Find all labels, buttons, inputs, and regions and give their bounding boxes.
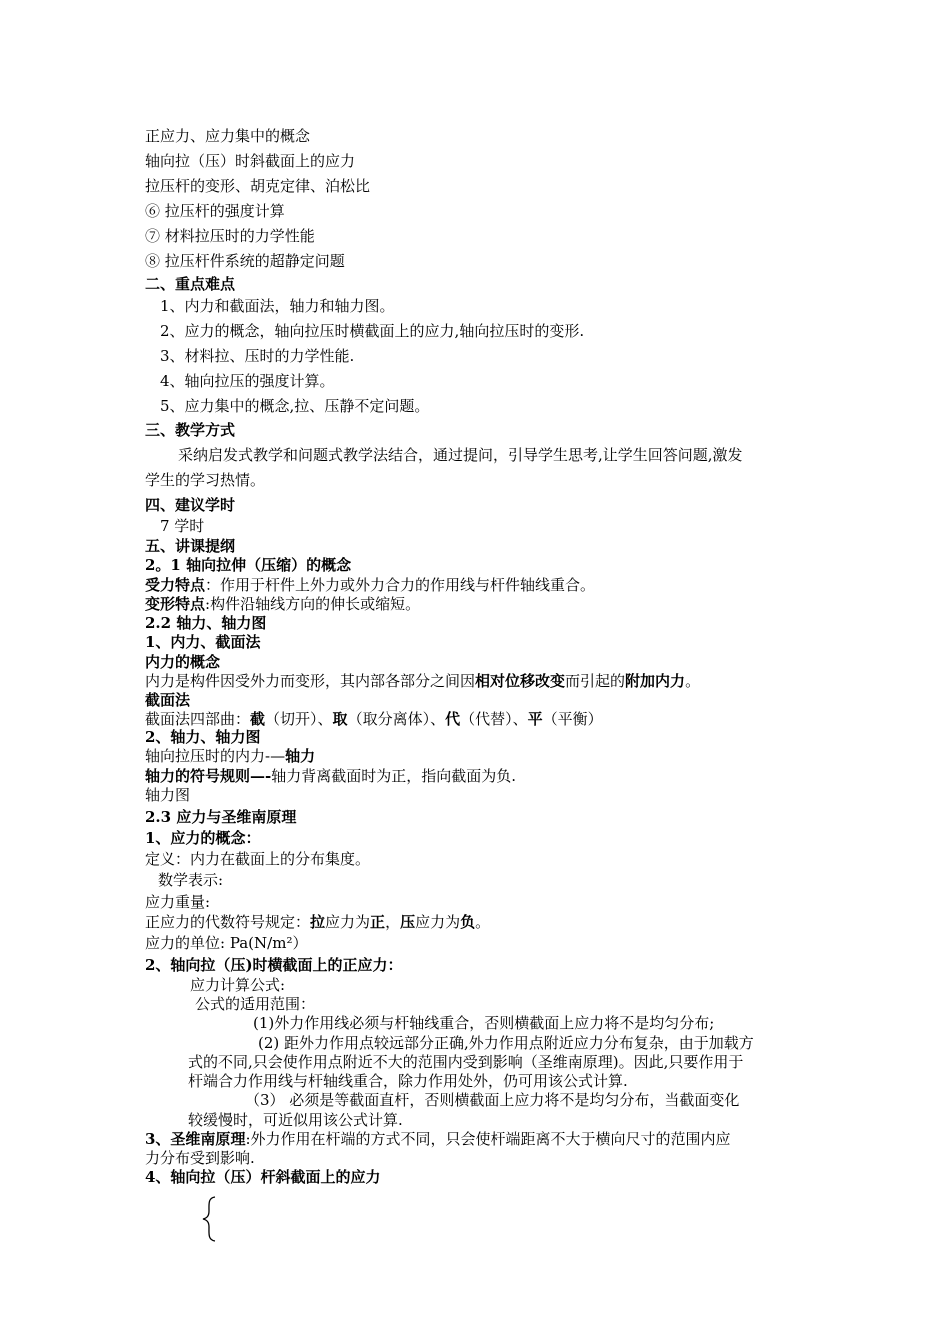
paragraph-line: 杆端合力作用线与杆轴线重合，除力作用处外，仍可用该公式计算. xyxy=(188,1072,628,1090)
text-line: 定义：内力在截面上的分布集度。 xyxy=(145,850,371,868)
subsection-heading: 2.2 轴力、轴力图 xyxy=(145,614,267,632)
section-heading: 二、重点难点 xyxy=(145,275,236,293)
text-line: 轴向拉（压）时斜截面上的应力 xyxy=(145,152,356,170)
bold-term: 变形特点 xyxy=(145,595,206,613)
text-line: 轴力的符号规则—-轴力背离截面时为正，指向截面为负. xyxy=(145,767,517,785)
text-line: 变形特点:构件沿轴线方向的伸长或缩短。 xyxy=(145,595,421,613)
text-line: 轴向拉压时的内力-—轴力 xyxy=(145,747,316,765)
subsection-heading: 2.3 应力与圣维南原理 xyxy=(145,808,297,826)
paragraph-line: （3） 必须是等截面直杆，否则横截面上应力将不是均匀分布，当截面变化 xyxy=(245,1091,740,1109)
section-heading: 三、教学方式 xyxy=(145,421,236,439)
paragraph-line: 较缓慢时，可近似用该公式计算. xyxy=(188,1111,403,1129)
text-line: 正应力的代数符号规定：拉应力为正，压应力为负。 xyxy=(145,913,491,931)
subsection-heading: 2、轴向拉（压)时横截面上的正应力： xyxy=(145,956,403,974)
text-line: 正应力、应力集中的概念 xyxy=(145,127,311,145)
list-item: 5、应力集中的概念,拉、压静不定问题。 xyxy=(160,397,430,415)
paragraph-line: 学生的学习热情。 xyxy=(145,471,266,489)
paragraph-line: (2) 距外力作用点较远部分正确,外力作用点附近应力分布复杂，由于加载方 xyxy=(258,1034,754,1052)
left-brace-symbol xyxy=(199,1196,221,1242)
subsection-heading: 1、内力、截面法 xyxy=(145,633,261,651)
text-line: 拉压杆的变形、胡克定律、泊松比 xyxy=(145,177,371,195)
text-line: 数学表示: xyxy=(158,871,224,889)
bold-term: 受力特点 xyxy=(145,576,206,594)
text-line: 内力是构件因受外力而变形，其内部各部分之间因相对位移改变而引起的附加内力。 xyxy=(145,672,701,690)
list-item: 1、内力和截面法，轴力和轴力图。 xyxy=(160,297,395,315)
text-line: 轴力图 xyxy=(145,786,191,804)
text-line: ⑦ 材料拉压时的力学性能 xyxy=(145,227,315,245)
list-item: 3、材料拉、压时的力学性能. xyxy=(160,347,355,365)
paragraph-line: (1)外力作用线必须与杆轴线重合，否则横截面上应力将不是均匀分布; xyxy=(253,1014,715,1032)
paragraph-line: 采纳启发式教学和问题式教学法结合，通过提问，引导学生思考,让学生回答问题,激发 xyxy=(178,446,743,464)
subsection-heading: 1、应力的概念： xyxy=(145,829,261,847)
text-line: 公式的适用范围： xyxy=(195,995,316,1013)
text-line: 应力计算公式: xyxy=(190,976,286,994)
text-line: 7 学时 xyxy=(160,517,205,535)
text-line: 受力特点：作用于杆件上外力或外力合力的作用线与杆件轴线重合。 xyxy=(145,576,596,594)
text-line: 3、圣维南原理:外力作用在杆端的方式不同，只会使杆端距离不大于横向尺寸的范围内应 xyxy=(145,1130,731,1148)
section-heading: 五、讲课提纲 xyxy=(145,537,236,555)
section-heading: 四、建议学时 xyxy=(145,496,236,514)
text-line: ⑧ 拉压杆件系统的超静定问题 xyxy=(145,252,345,270)
text-line: ⑥ 拉压杆的强度计算 xyxy=(145,202,285,220)
paragraph-line: 力分布受到影响. xyxy=(145,1149,255,1167)
text-line: 截面法四部曲：截（切开）、取（取分离体）、代（代替）、平（平衡） xyxy=(145,710,603,728)
text-line: 应力重量: xyxy=(145,893,211,911)
subsection-heading: 内力的概念 xyxy=(145,653,221,671)
subsection-heading: 截面法 xyxy=(145,691,191,709)
list-item: 2、应力的概念，轴向拉压时横截面上的应力,轴向拉压时的变形. xyxy=(160,322,585,340)
text-line: 应力的单位: Pa(N/m²） xyxy=(145,934,308,952)
subsection-heading: 4、轴向拉（压）杆斜截面上的应力 xyxy=(145,1168,381,1186)
subsection-heading: 2、轴力、轴力图 xyxy=(145,728,261,746)
paragraph-line: 式的不同,只会使作用点附近不大的范围内受到影响（圣维南原理)。因此,只要作用于 xyxy=(188,1053,744,1071)
list-item: 4、轴向拉压的强度计算。 xyxy=(160,372,335,390)
subsection-heading: 2。1 轴向拉伸（压缩）的概念 xyxy=(145,556,352,574)
